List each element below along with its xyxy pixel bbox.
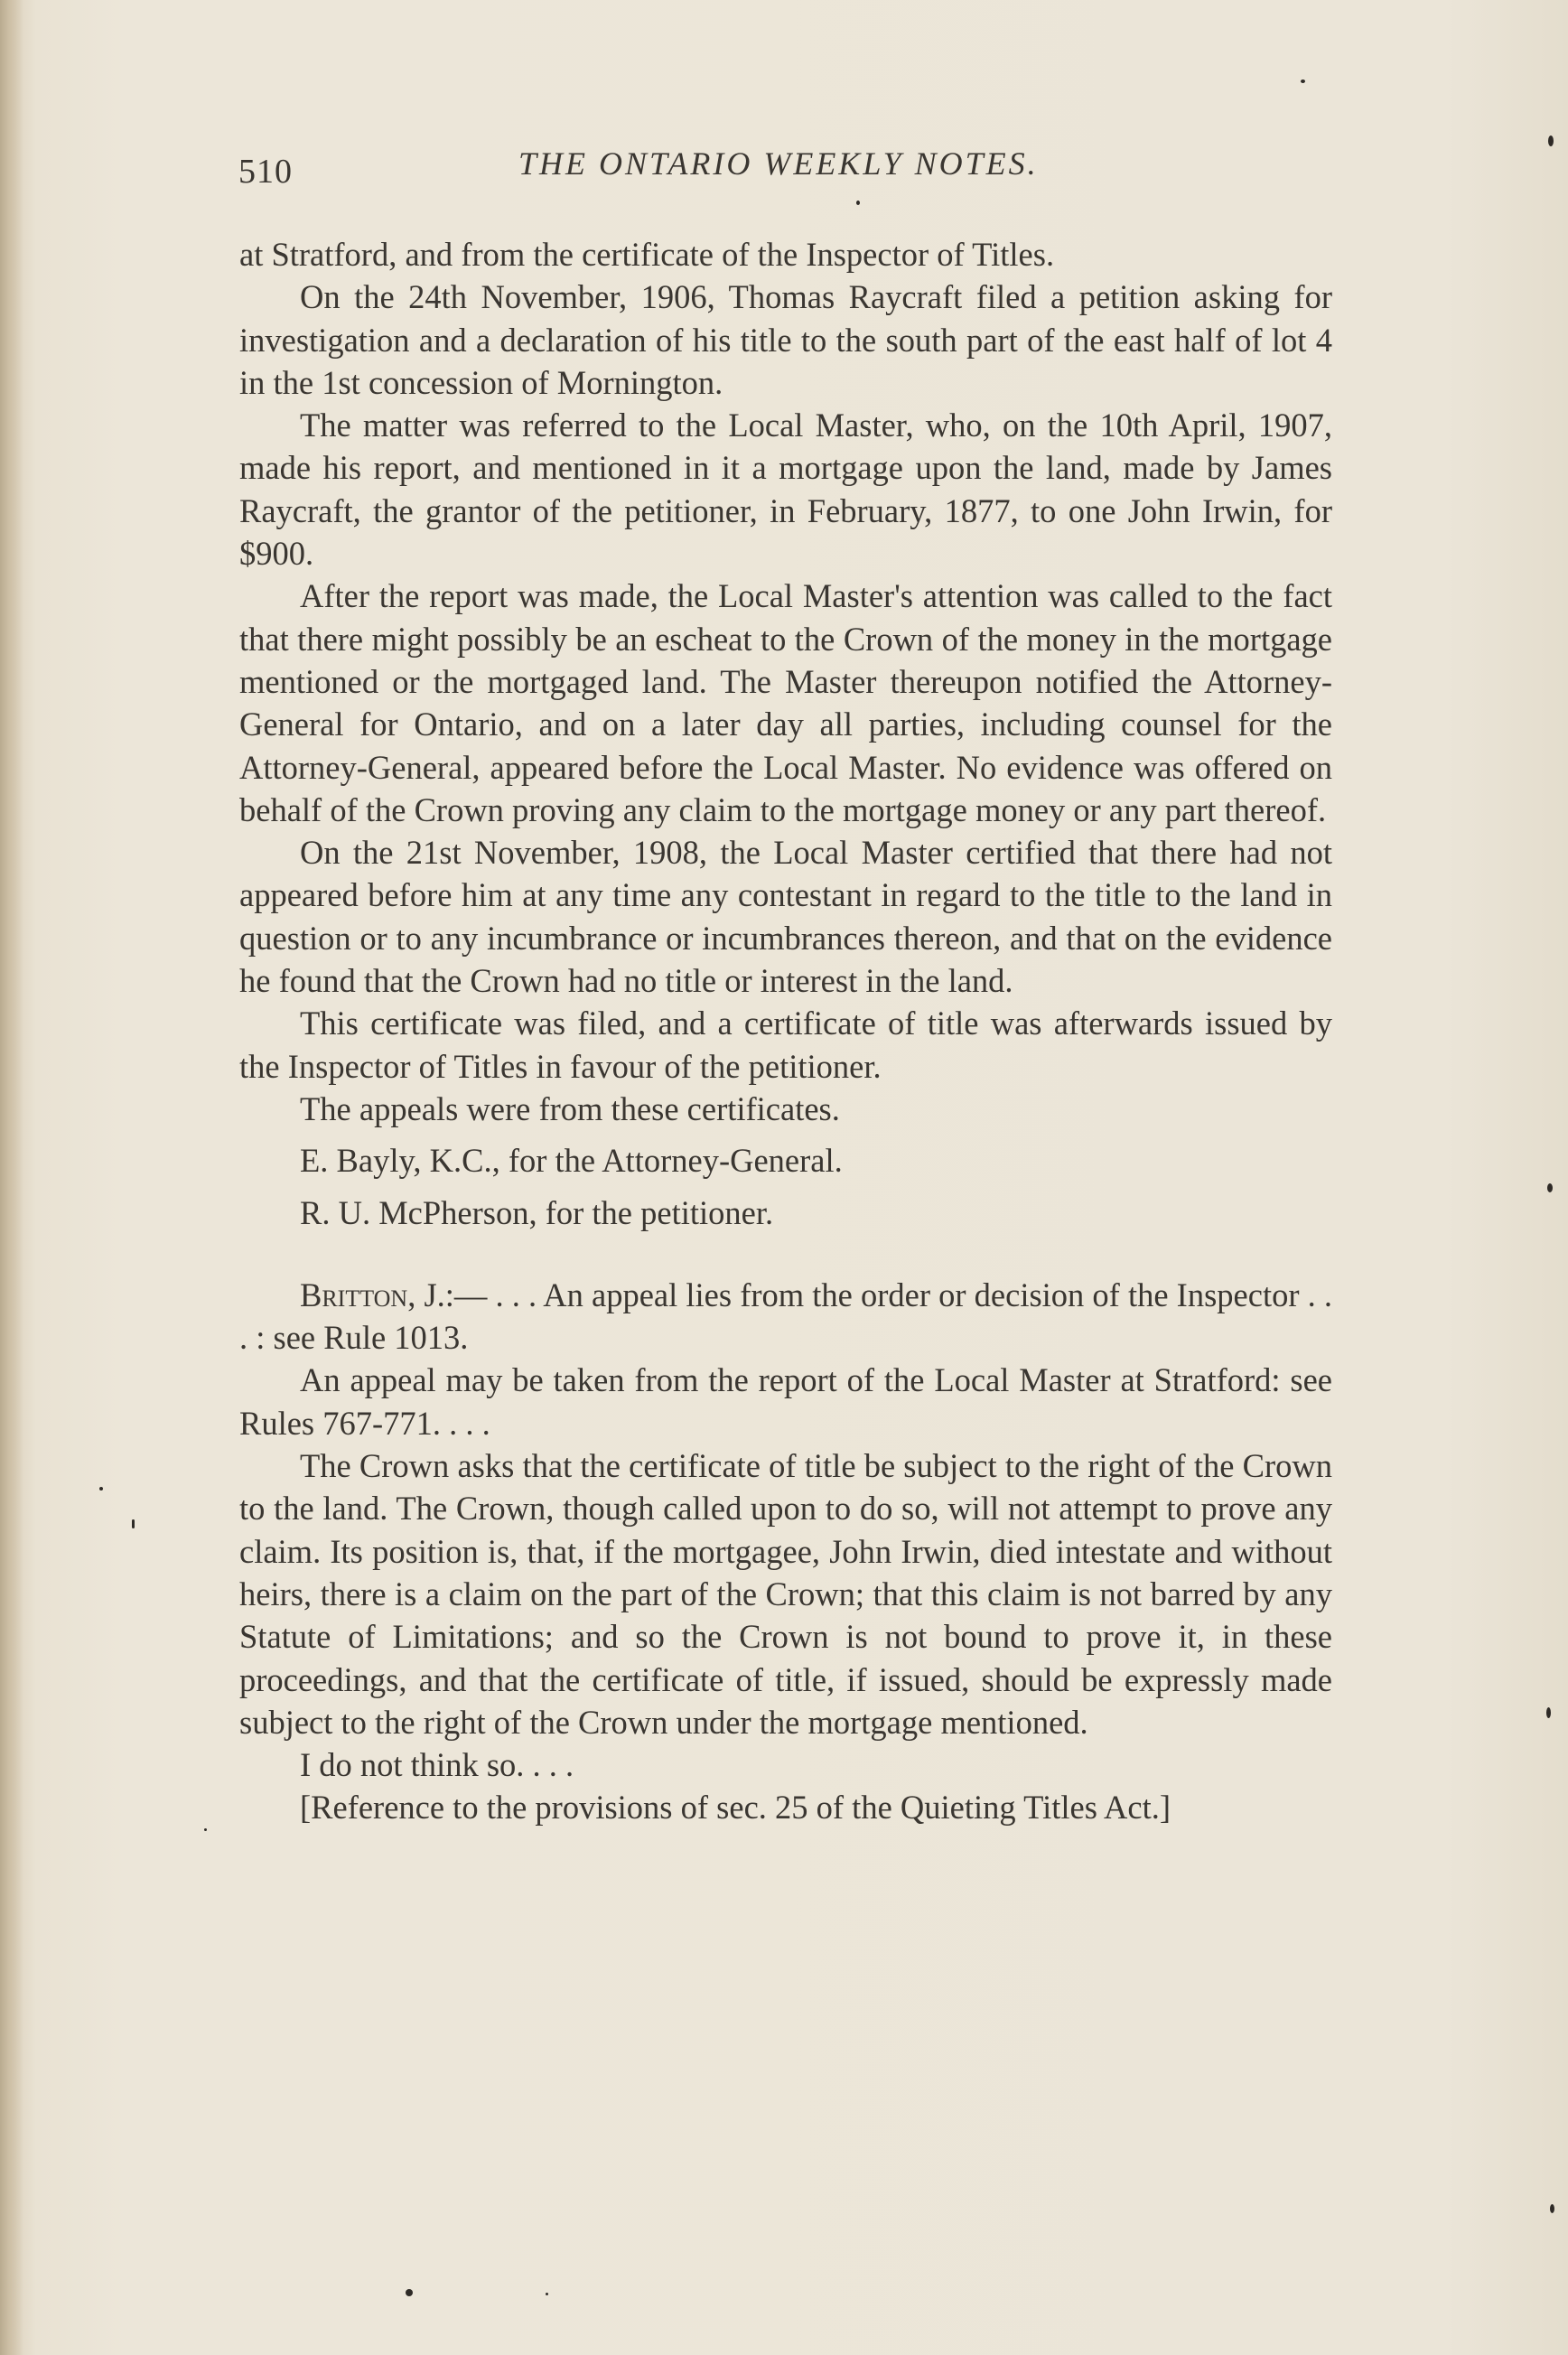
judgment-paragraph: An appeal may be taken from the report of the Local Master at Stratford: see Rules 767-771. . . .	[239, 1361, 1332, 1442]
paragraph-certificate-filed: This certificate was filed, and a certificate of title was afterwards issued by the Inspector of Titles in favour of the petitioner.	[239, 1005, 1332, 1085]
ink-speck	[99, 1487, 103, 1491]
ink-speck	[1301, 79, 1305, 83]
page-number: 510	[238, 153, 293, 191]
ink-speck	[546, 2293, 548, 2295]
judgment-opening	[239, 1274, 1332, 1360]
paragraph-escheat: After the report was made, the Local Master's attention was called to the fact that there might possibly be an escheat to the Crown of the money in the mortgage mentioned or the mortgaged land. The Master thereupon notified the Attorney-General for Ontario, and on a later day all parties, including counsel for the Attorney-General, appeared before the Local Master. No evidence was offered on behalf of the Crown proving any claim to the mortgage money or any part thereof.	[239, 577, 1332, 828]
ink-speck	[1548, 136, 1554, 146]
ink-speck	[132, 1519, 135, 1528]
ink-speck	[856, 201, 860, 205]
journal-title: THE ONTARIO WEEKLY NOTES.	[518, 145, 1039, 182]
judgment-paragraph: [Reference to the provisions of sec. 25 of the Quieting Titles Act.]	[300, 1789, 1171, 1827]
ink-speck	[1550, 2204, 1554, 2213]
paragraph-appeals: The appeals were from these certificates.	[300, 1089, 840, 1127]
judgment-paragraph: The Crown asks that the certificate of title be subject to the right of the Crown to the land. The Crown, though called upon to do so, will not attempt to prove any claim. Its position is, that, if the mortgagee, John Irwin, died intestate and without heirs, there is a claim on the part of the Crown; that this claim is not barred by any Statute of Limitations; and so the Crown is not bound to prove it, in these proceedings, and that the certificate of title, if issued, should be expressly made subject to the right of the Crown under the mortgage mentioned.	[239, 1447, 1332, 1741]
judgment-paragraph: I do not think so. . . .	[300, 1746, 574, 1784]
ink-speck	[406, 2289, 413, 2296]
judge-name: Britton, J.	[300, 1276, 445, 1313]
counsel-line: E. Bayly, K.C., for the Attorney-General.	[300, 1142, 843, 1180]
binding-edge	[0, 0, 23, 2355]
judgment-opening-text: :— . . . An appeal lies from the order or decision of the Inspector . . . : see Rule 1013.	[239, 1276, 1332, 1357]
running-head	[238, 145, 1340, 199]
paragraph-continued: at Stratford, and from the certificate of the Inspector of Titles.	[239, 236, 1055, 273]
ink-speck	[1546, 1707, 1551, 1718]
paragraph-petition: On the 24th November, 1906, Thomas Raycraft filed a petition asking for investigation and a declaration of his title to the south part of the east half of lot 4 in the 1st concession of Mornington.	[239, 278, 1332, 401]
ink-speck	[1547, 1183, 1553, 1192]
paragraph-certified: On the 21st November, 1908, the Local Master certified that there had not appeared before him at any time any contestant in regard to the title to the land in question or to any incumbrance or incumbrances thereon, and that on the evidence he found that the Crown had no title or interest in the land.	[239, 834, 1332, 1000]
counsel-line: R. U. McPherson, for the petitioner.	[300, 1193, 774, 1231]
ink-speck	[204, 1828, 207, 1831]
paragraph-report: The matter was referred to the Local Master, who, on the 10th April, 1907, made his report, and mentioned in it a mortgage upon the land, made by James Raycraft, the grantor of the petitioner, in February, 1877, to one John Irwin, for $900.	[239, 407, 1332, 573]
text-block	[239, 233, 1332, 1829]
